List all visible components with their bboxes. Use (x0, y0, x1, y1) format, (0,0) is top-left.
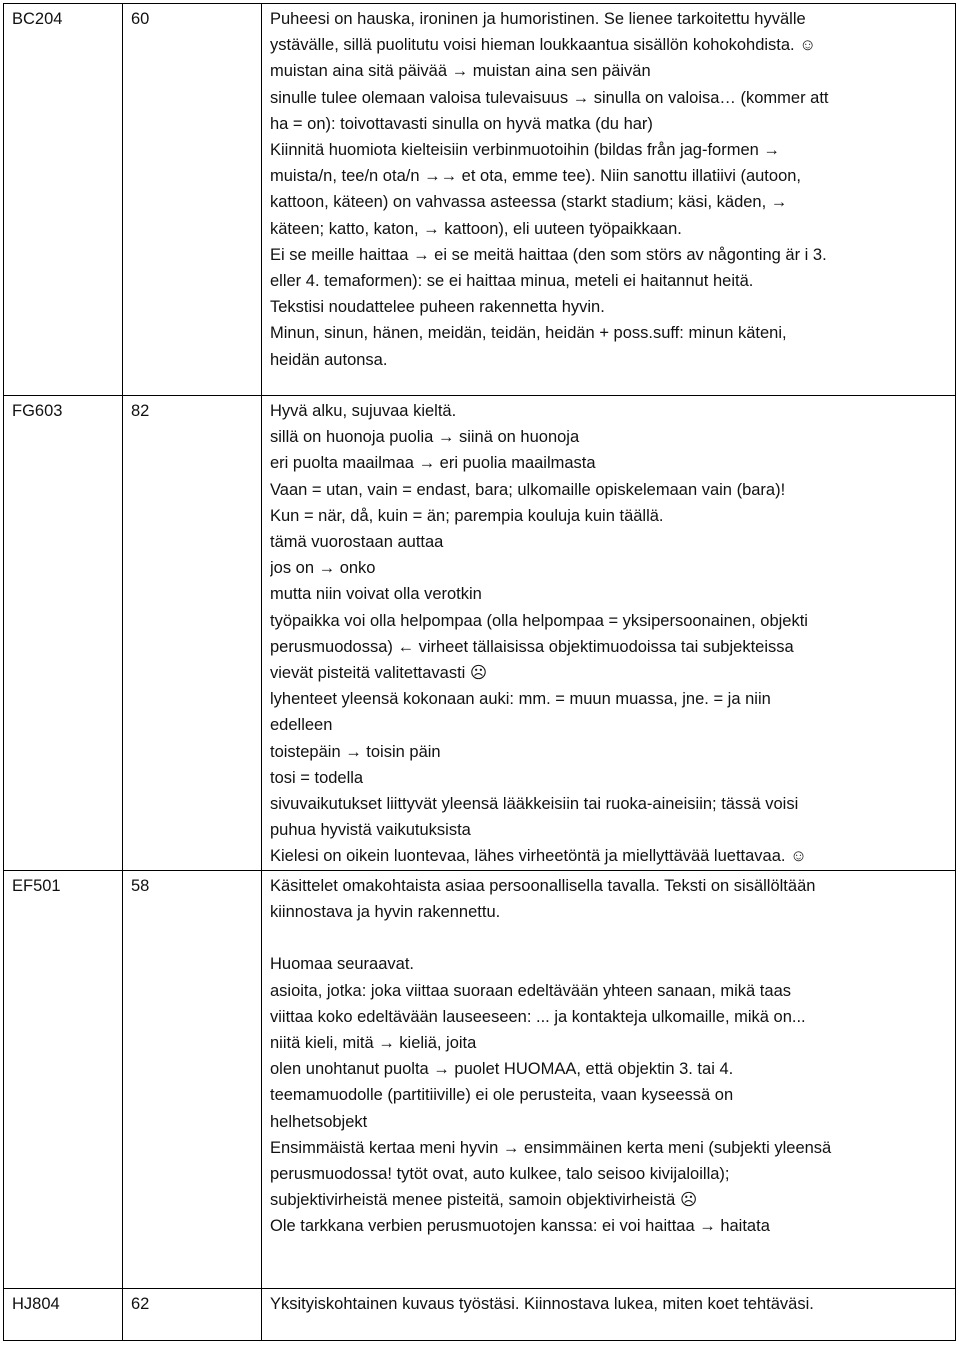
feedback-line: Huomaa seuraavat. (270, 955, 414, 974)
feedback-line: ha = on): toivottavasti sinulla on hyvä matka (du har) (270, 114, 653, 133)
feedback-line: perusmuodossa! tytöt ovat, auto kulkee, talo seisoo kivijaloilla); (270, 1165, 730, 1184)
feedback (262, 1289, 956, 1341)
grading-table (3, 3, 956, 1341)
feedback-line: subjektivirheistä menee pisteitä, samoin objektivirheistä ☹ (270, 1191, 698, 1210)
feedback-line: heidän autonsa. (270, 350, 388, 369)
feedback-line: muistan aina sitä päivää → muistan aina sen päivän (270, 62, 651, 81)
student-id: EF501 (4, 871, 123, 1289)
feedback-line: sivuvaikutukset liittyvät yleensä lääkkeisiin tai ruoka-aineisiin; tässä voisi (270, 795, 799, 814)
feedback-line: helhetsobjekt (270, 1112, 368, 1131)
feedback (262, 871, 956, 1289)
table-row (4, 396, 956, 871)
feedback-line: mutta niin voivat olla verotkin (270, 585, 482, 604)
feedback-line: käteen; katto, katon, → kattoon), eli uuteen työpaikkaan. (270, 219, 682, 238)
feedback-line: Minun, sinun, hänen, meidän, teidän, heidän + poss.suff: minun käteni, (270, 324, 787, 343)
feedback-line: toistepäin → toisin päin (270, 742, 441, 761)
feedback-line: asioita, jotka: joka viittaa suoraan edeltävään yhteen sanaan, mikä taas (270, 981, 791, 1000)
feedback-line: Ei se meille haittaa → ei se meitä haittaa (den som störs av någonting är i 3. (270, 245, 827, 264)
table-row (4, 4, 956, 396)
feedback-line: perusmuodossa) ← virheet tällaisissa objektimuodoissa tai subjekteissa (270, 637, 794, 656)
feedback-line: Yksityiskohtainen kuvaus työstäsi. Kiinnostava lukea, miten koet tehtäväsi. (270, 1295, 814, 1313)
feedback-line: Kun = när, då, kuin = än; parempia kouluja kuin täällä. (270, 506, 664, 525)
feedback-line: lyhenteet yleensä kokonaan auki: mm. = muun muassa, jne. = ja niin (270, 690, 771, 709)
student-id: HJ804 (4, 1289, 123, 1341)
feedback-line: muista/n, tee/n ota/n →→ et ota, emme tee). Niin sanottu illatiivi (autoon, (270, 167, 802, 186)
feedback-line: teemamuodolle (partitiiville) ei ole perusteita, vaan kyseessä on (270, 1086, 734, 1105)
score: 60 (123, 4, 262, 396)
score: 62 (123, 1289, 262, 1341)
feedback-line: Vaan = utan, vain = endast, bara; ulkomaille opiskelemaan vain (bara)! (270, 480, 786, 499)
student-id: BC204 (4, 4, 123, 396)
feedback-line: tämä vuorostaan auttaa (270, 533, 444, 552)
table-row (4, 871, 956, 1289)
feedback (262, 396, 956, 871)
feedback-line: Ole tarkkana verbien perusmuotojen kanssa: ei voi haittaa → haitata (270, 1217, 770, 1236)
feedback-line: eri puolta maailmaa → eri puolia maailmasta (270, 454, 596, 473)
feedback-line: puhua hyvistä vaikutuksista (270, 821, 471, 840)
feedback-line: Hyvä alku, sujuvaa kieltä. (270, 402, 457, 420)
feedback-line: viittaa koko edeltävään lauseeseen: ... ja kontakteja ulkomaille, mikä on... (270, 1007, 806, 1026)
feedback-line: jos on → onko (270, 559, 376, 578)
feedback-line: sinulle tulee olemaan valoisa tulevaisuus → sinulla on valoisa… (kommer att (270, 88, 829, 107)
feedback-line: Puheesi on hauska, ironinen ja humoristinen. Se lienee tarkoitettu hyvälle (270, 10, 806, 28)
feedback-line: ystävälle, sillä puolitutu voisi hieman loukkaantua sisällön kohokohdista. ☺ (270, 36, 817, 55)
feedback-line: olen unohtanut puolta → puolet HUOMAA, että objektin 3. tai 4. (270, 1060, 734, 1079)
feedback-line: Kielesi on oikein luontevaa, lähes virheetöntä ja miellyttävää luettavaa. ☺ (270, 847, 807, 866)
table-row (4, 1289, 956, 1341)
feedback-line: vievät pisteitä valitettavasti ☹ (270, 664, 488, 683)
feedback-line: Tekstisi noudattelee puheen rakennetta hyvin. (270, 298, 605, 317)
feedback-line: työpaikka voi olla helpompaa (olla helpompaa = yksipersoonainen, objekti (270, 611, 808, 630)
score: 82 (123, 396, 262, 871)
feedback-line: kattoon, käteen) on vahvassa asteessa (starkt stadium; käsi, käden, → (270, 193, 788, 212)
feedback-line: tosi = todella (270, 768, 364, 787)
feedback-line: eller 4. temaformen): se ei haittaa minua, meteli ei haitannut heitä. (270, 272, 754, 291)
feedback-line: edelleen (270, 716, 333, 735)
feedback-line (270, 925, 947, 951)
feedback-line: niitä kieli, mitä → kieliä, joita (270, 1034, 477, 1053)
feedback-line: kiinnostava ja hyvin rakennettu. (270, 903, 501, 922)
feedback-line: Ensimmäistä kertaa meni hyvin → ensimmäinen kerta meni (subjekti yleensä (270, 1138, 832, 1157)
score: 58 (123, 871, 262, 1289)
feedback-line: Käsittelet omakohtaista asiaa persoonallisella tavalla. Teksti on sisällöltään (270, 877, 816, 895)
feedback-line: sillä on huonoja puolia → siinä on huonoja (270, 428, 580, 447)
student-id: FG603 (4, 396, 123, 871)
feedback-line: Kiinnitä huomiota kielteisiin verbinmuotoihin (bildas från jag-formen → (270, 141, 780, 160)
feedback (262, 4, 956, 396)
